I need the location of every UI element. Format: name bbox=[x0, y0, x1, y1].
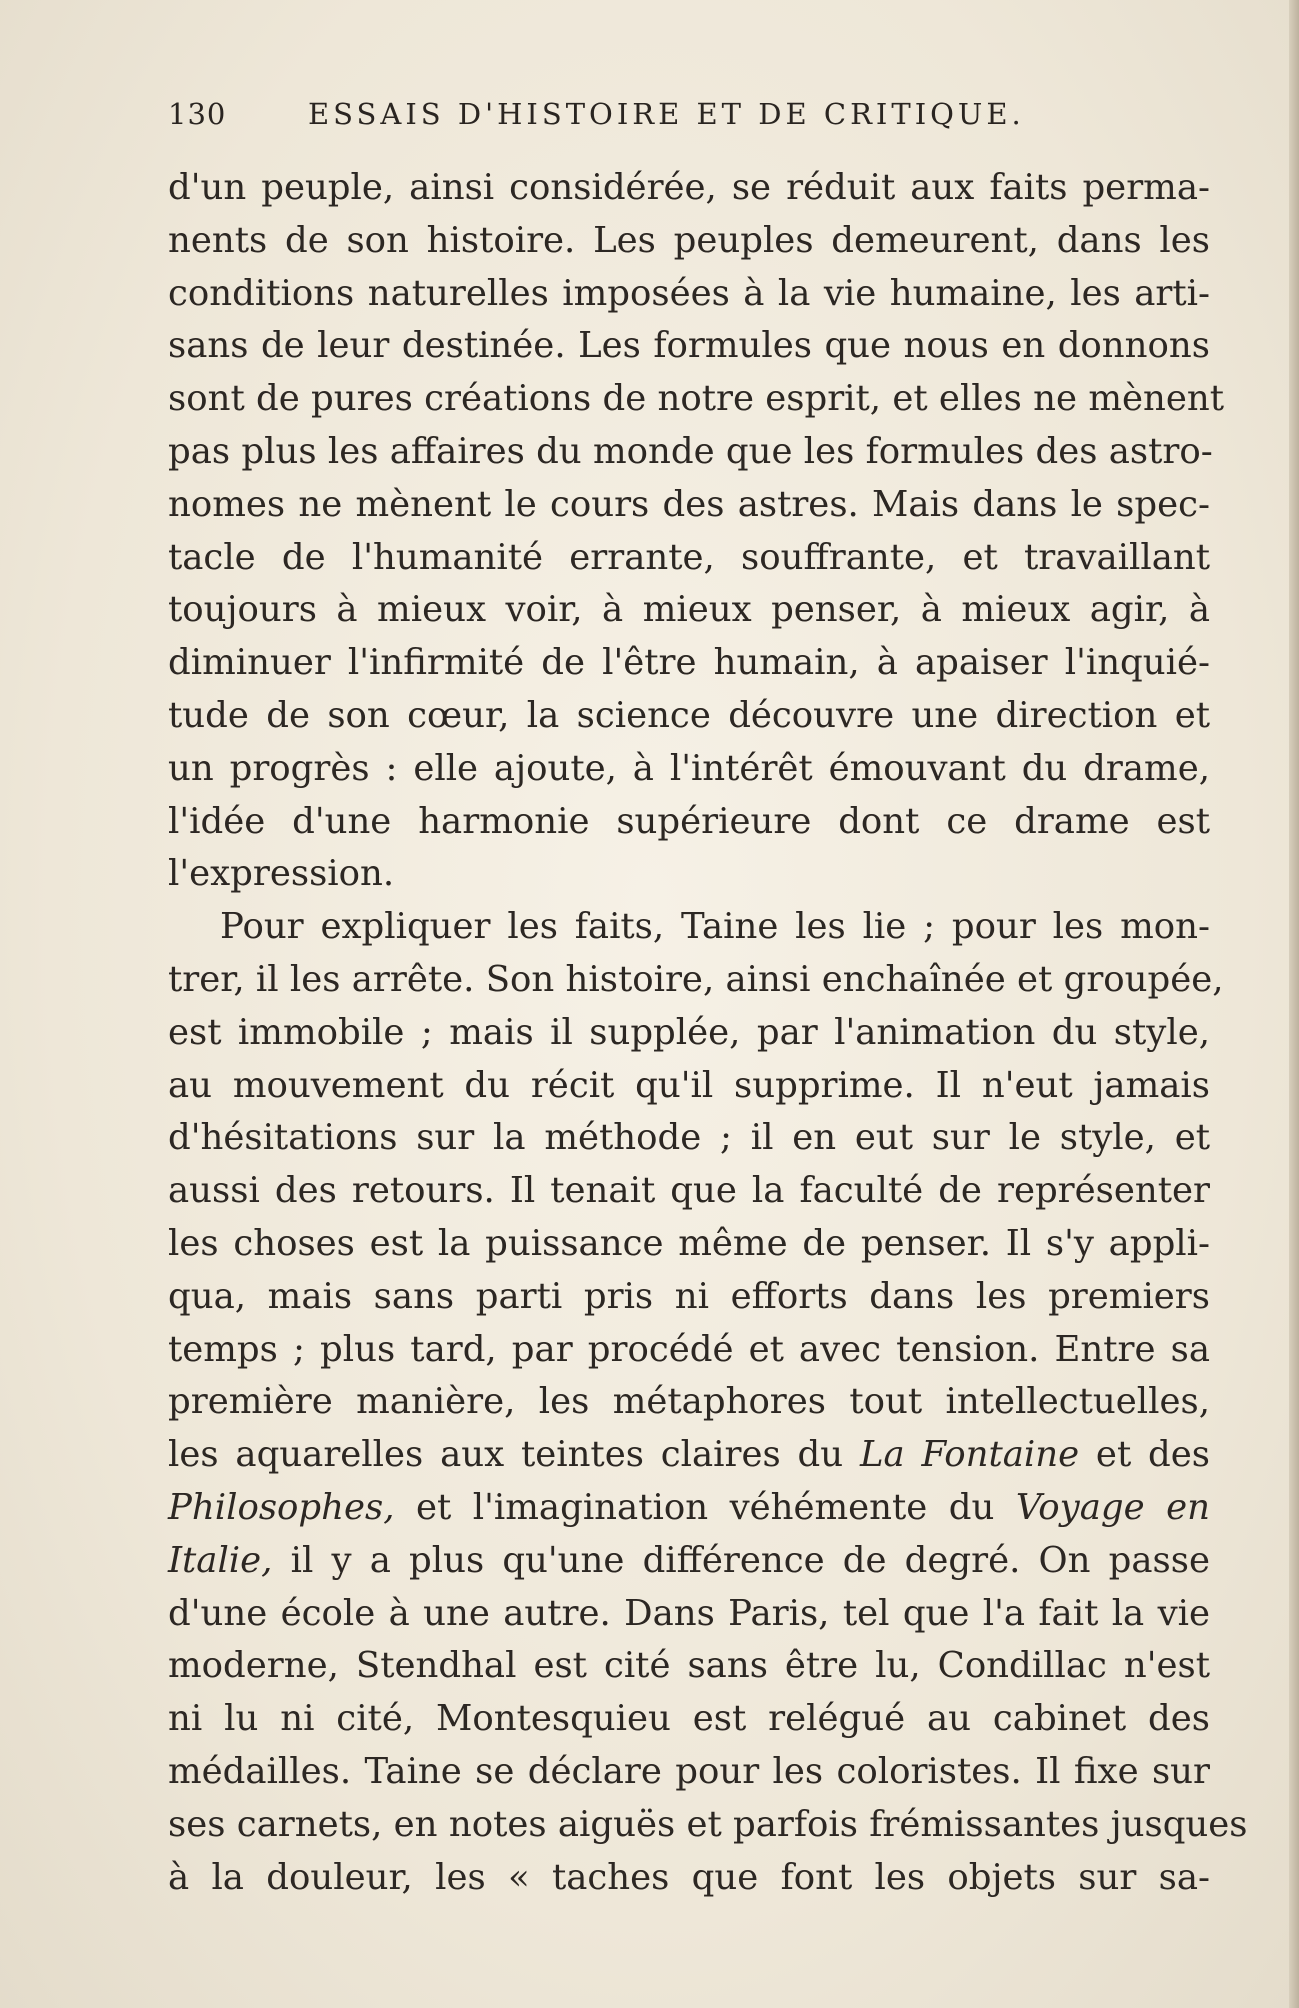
text-line: d'une école à une autre. Dans Paris, tel que l'a fait la vie bbox=[168, 1592, 1210, 1634]
text-line: médailles. Taine se déclare pour les coloristes. Il fixe sur bbox=[168, 1750, 1210, 1792]
italic-title: La Fontaine bbox=[859, 1434, 1080, 1476]
text-line: première manière, les métaphores tout intellectuelles, bbox=[168, 1381, 1210, 1423]
text-line: diminuer l'infirmité de l'être humain, à apaiser l'inquié- bbox=[168, 642, 1210, 684]
text-line: aussi des retours. Il tenait que la faculté de représenter bbox=[168, 1170, 1210, 1212]
text-line: l'idée d'une harmonie supérieure dont ce drame est bbox=[168, 800, 1210, 842]
text-line: temps ; plus tard, par procédé et avec tension. Entre sa bbox=[168, 1328, 1210, 1370]
text-line: pas plus les affaires du monde que les formules des astro- bbox=[168, 430, 1213, 472]
page-number: 130 bbox=[168, 97, 227, 131]
text-line-mixed bbox=[168, 1429, 1210, 1482]
text-line: au mouvement du récit qu'il supprime. Il n'eut jamais bbox=[168, 1064, 1210, 1106]
text-line: est immobile ; mais il supplée, par l'animation du style, bbox=[168, 1011, 1210, 1053]
text-line: moderne, Stendhal est cité sans être lu, Condillac n'est bbox=[168, 1645, 1210, 1687]
page-edge bbox=[1289, 0, 1299, 2008]
text-run: et des bbox=[1079, 1434, 1210, 1476]
text-line: trer, il les arrête. Son histoire, ainsi enchaînée et groupée, bbox=[168, 958, 1224, 1000]
text-line: conditions naturelles imposées à la vie humaine, les arti- bbox=[168, 272, 1210, 314]
body-text bbox=[168, 162, 1248, 1904]
italic-title: Philosophes, bbox=[168, 1486, 395, 1528]
text-line-mixed bbox=[168, 1482, 1210, 1535]
page-header bbox=[168, 97, 1073, 137]
text-line: ses carnets, en notes aiguës et parfois frémissantes jusques bbox=[168, 1803, 1248, 1845]
italic-title: Italie, bbox=[168, 1539, 273, 1581]
text-line: ni lu ni cité, Montesquieu est relégué au cabinet des bbox=[168, 1698, 1210, 1740]
text-line: l'expression. bbox=[168, 853, 395, 895]
text-line: à la douleur, les « taches que font les objets sur sa- bbox=[168, 1856, 1210, 1898]
text-line: sont de pures créations de notre esprit, et elles ne mènent bbox=[168, 378, 1224, 420]
text-line: Pour expliquer les faits, Taine les lie ; pour les mon- bbox=[220, 906, 1210, 948]
text-run: et l'imagination véhémente du bbox=[394, 1486, 1016, 1528]
text-line: d'un peuple, ainsi considérée, se réduit aux faits perma- bbox=[168, 167, 1210, 208]
text-line: nomes ne mènent le cours des astres. Mais dans le spec- bbox=[168, 483, 1210, 525]
text-run: il y a plus qu'une différence de degré. On passe bbox=[272, 1539, 1210, 1581]
text-line: tude de son cœur, la science découvre une direction et bbox=[168, 694, 1210, 736]
text-line-mixed bbox=[168, 1535, 1210, 1588]
text-line: qua, mais sans parti pris ni efforts dans les premiers bbox=[168, 1275, 1210, 1317]
text-line: un progrès : elle ajoute, à l'intérêt émouvant du drame, bbox=[168, 747, 1210, 789]
text-line: sans de leur destinée. Les formules que nous en donnons bbox=[168, 325, 1210, 367]
text-line: tacle de l'humanité errante, souffrante, et travaillant bbox=[168, 536, 1210, 578]
text-run: les aquarelles aux teintes claires du bbox=[168, 1434, 860, 1476]
italic-title: Voyage en bbox=[1015, 1486, 1210, 1528]
text-line: d'hésitations sur la méthode ; il en eut sur le style, et bbox=[168, 1117, 1210, 1159]
text-line: toujours à mieux voir, à mieux penser, à mieux agir, à bbox=[168, 589, 1210, 631]
text-line: les choses est la puissance même de penser. Il s'y appli- bbox=[168, 1222, 1210, 1264]
running-title: ESSAIS D'HISTOIRE ET DE CRITIQUE. bbox=[308, 97, 1025, 131]
text-line: nents de son histoire. Les peuples demeurent, dans les bbox=[168, 219, 1210, 261]
